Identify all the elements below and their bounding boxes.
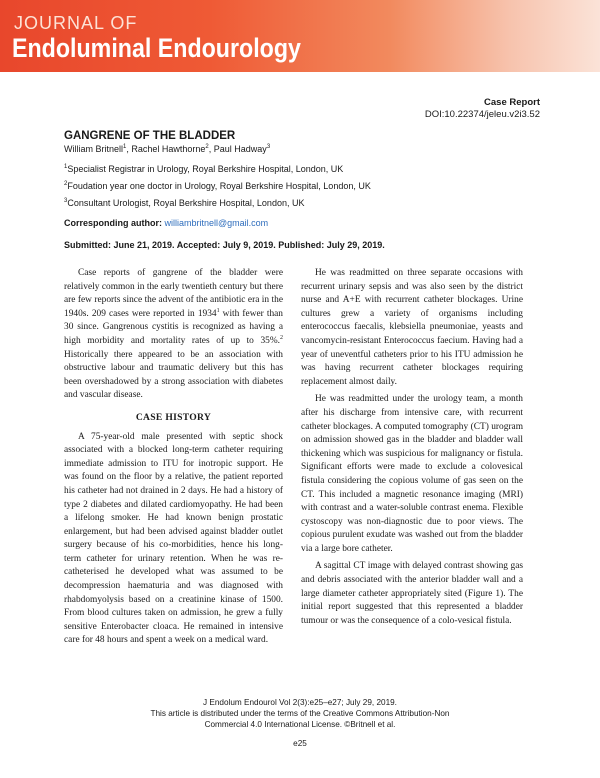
body-paragraph: He was readmitted under the urology team, a month after his discharge from intensive care, with recurrent catheter blockages. A computed tomography (CT) urogram on admission showed gas in the bladder and bladder wall thickening which was suspicious for malignancy or fistula. Significant efforts were made to exclude a colovesical fistula considering the copious volume of gas seen on the CT. This included a magnetic resonance imaging (MRI) with contrast and a water-soluble contrast enema. Flexible cystoscopy was non-diagnostic due to poor views. The copious purulent exudate was washed out from the bladder via a large bore catheter. [301, 394, 523, 554]
intro-text: with fewer than 30 since. Gangrenous cystitis is recognized as having a high morbidity and mortality rates of up to 35%. [64, 308, 283, 346]
citation-sup: 2 [280, 334, 283, 341]
author-name: Paul Hadway [213, 144, 267, 154]
corresponding-author [64, 218, 268, 228]
article-type: Case Report [484, 97, 540, 108]
citation-sup: 1 [216, 307, 220, 314]
case-paragraph: A 75-year-old male presented with septic shock associated with a blocked long-term catheter requiring immediate admission to ITU for inotropic support. He was found on the floor by a relative, the patient reported his catheter had not drained in 2 days. He had a history of type 2 diabetes and dilated cardiomyopathy. He had been a lifelong smoker. He had known benign prostatic enlargement, but had been advised against bladder outlet surgery because of his co-morbidities, hence his long-term catheter for urinary retention. When he was re-catheterised he developed what was assumed to be decompression haematuria and was diagnosed with rhabdomyolysis based on a creatinine kinase of 1500. From blood cultures taken on admission, he grew a fully sensitive Enterobacter cloaca. He remained in intensive care for 48 hours and spent a week on a medical ward. [64, 431, 283, 646]
affiliation [64, 198, 304, 208]
citation-line: J Endolum Endourol Vol 2(3):e25–e27; July 29, 2019. [203, 698, 397, 707]
author-name: William Britnell [64, 144, 124, 154]
affiliation [64, 181, 371, 191]
affiliation-text: Consultant Urologist, Royal Berkshire Hospital, London, UK [67, 198, 305, 208]
body-paragraph: A sagittal CT image with delayed contrast showing gas and debris associated with the anterior bladder wall and a large diameter catheter appropriately sited (Figure 1). The initial report suggested that this represented a bladder tumour or was the consequence of a colo-vesical fistula. [301, 561, 523, 626]
affiliation [64, 164, 343, 174]
intro-paragraph [64, 267, 283, 403]
affiliation-sup: 3 [64, 198, 68, 204]
affiliation-sup: 2 [64, 181, 68, 187]
author-sup: 1 [123, 144, 127, 150]
license-line: Commercial 4.0 International License. ©Britnell et al. [204, 720, 396, 729]
affiliation-text: Foudation year one doctor in Urology, Royal Berkshire Hospital, London, UK [67, 181, 371, 191]
license-line: This article is distributed under the terms of the Creative Commons Attribution-Non [150, 709, 450, 718]
left-column [64, 267, 283, 648]
author-name: Rachel Hawthorne [131, 144, 206, 154]
author-list: William Britnell$^1$, Rachel Hawthorne$^2$, Paul Hadway$^3$ [64, 144, 271, 154]
corresponding-label: Corresponding author: [64, 218, 162, 228]
affiliation-text: Specialist Registrar in Urology, Royal Berkshire Hospital, London, UK [67, 164, 344, 174]
journal-name-line2: Endoluminal Endourology [12, 33, 301, 63]
journal-banner [0, 0, 600, 72]
section-heading: CASE HISTORY [135, 411, 212, 423]
footer-citation [0, 697, 600, 730]
journal-name-line1: JOURNAL OF [14, 13, 138, 33]
doi: DOI:10.22374/jeleu.v2i3.52 [424, 109, 540, 120]
publication-dates: Submitted: June 21, 2019. Accepted: July 9, 2019. Published: July 29, 2019. [64, 240, 385, 250]
article-title: GANGRENE OF THE BLADDER [64, 130, 236, 142]
intro-text: Historically there appeared to be an association with obstructive labour and traumatic delivery but this has been overshadowed by a strong association with diabetes and vascular disease. [64, 349, 283, 401]
page-number: e25 [293, 739, 307, 748]
body-paragraph: He was readmitted on three separate occasions with recurrent urinary sepsis and was also seen by the district nurse and A+E with recurrent catheter blockages. Urine cultures grew a variety of organisms including enterococcus faecalis, klebsiella pneumoniae, yeasts and vancomycin-resistant Enterococcus faecium. Having had a year of uneventful catheters prior to his ITU admission he was having recurrent catheter blockages requiring replacement almost daily. [301, 268, 523, 387]
affiliation-sup: 1 [64, 164, 68, 170]
corresponding-email-link[interactable]: williambritnell@gmail.com [164, 218, 269, 228]
intro-text: Case reports of gangrene of the bladder were relatively common in the early twentieth century but there are few reports since the advent of the antibiotic era in the 1940s. 209 cases were reported in 1934 [64, 268, 283, 319]
author-sup: 2 [205, 144, 209, 150]
right-column [301, 267, 523, 628]
author-sup: 3 [266, 144, 271, 150]
